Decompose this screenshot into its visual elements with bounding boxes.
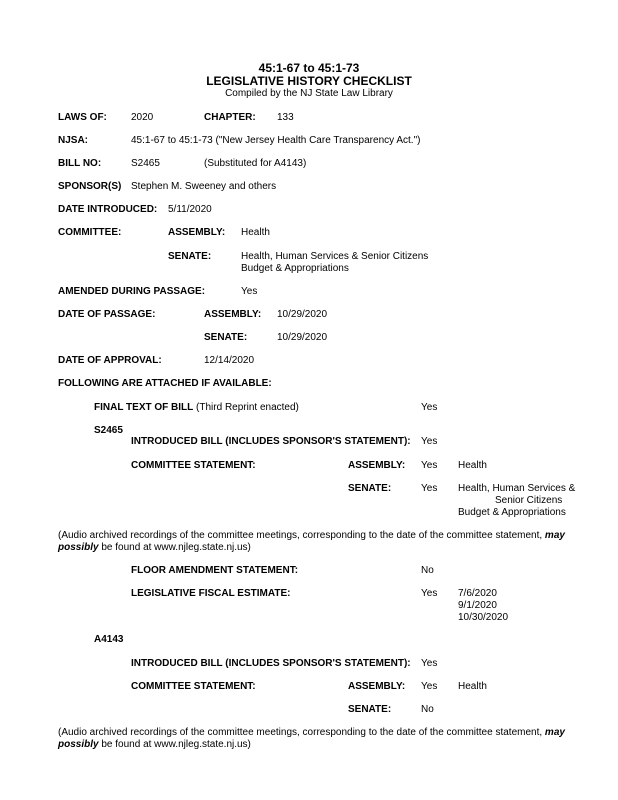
audio-note-emphasis: may possibly [58,727,565,750]
s2465-committee-statement-label: COMMITTEE STATEMENT: [131,460,256,471]
laws-of-label: LAWS OF: [58,112,107,123]
audio-note-a4143 [58,727,603,751]
sponsors-label: SPONSOR(S) [58,181,122,192]
a4143-assembly-committee: Health [458,681,487,692]
passage-assembly-label: ASSEMBLY: [204,309,262,320]
bill-no-note: (Substituted for A4143) [204,158,307,169]
audio-note-text-before: (Audio archived recordings of the committee meetings, corresponding to the date of the committee statement, [58,530,543,541]
a4143-assembly-value: Yes [421,681,438,692]
date-of-approval-label: DATE OF APPROVAL: [58,355,162,366]
a4143-introduced-label: INTRODUCED BILL (INCLUDES SPONSOR'S STATEMENT): [131,658,411,669]
njsa-label: NJSA: [58,135,89,146]
passage-assembly-value: 10/29/2020 [277,309,328,320]
committee-senate-value-2: Budget & Appropriations [241,263,349,274]
a4143-introduced-value: Yes [421,658,438,669]
s2465-fiscal-date-2: 9/1/2020 [458,600,497,611]
a4143-assembly-label: ASSEMBLY: [348,681,406,692]
s2465-senate-committee-3: Budget & Appropriations [458,507,566,518]
s2465-introduced-label: INTRODUCED BILL (INCLUDES SPONSOR'S STATEMENT): [131,436,411,447]
committee-senate-label: SENATE: [168,251,212,262]
s2465-assembly-committee: Health [458,460,487,471]
attached-heading: FOLLOWING ARE ATTACHED IF AVAILABLE: [58,378,272,389]
s2465-assembly-label: ASSEMBLY: [348,460,406,471]
audio-note-s2465 [58,530,603,554]
final-text-note: (Third Reprint enacted) [196,402,299,413]
document-title: 45:1-67 to 45:1-73 [258,61,360,75]
amended-value: Yes [241,286,258,297]
sponsors-value: Stephen M. Sweeney and others [131,181,277,192]
final-text-value: Yes [421,402,438,413]
chapter-value: 133 [277,112,294,123]
passage-senate-label: SENATE: [204,332,248,343]
s2465-fiscal-date-1: 7/6/2020 [458,588,497,599]
audio-note-text-before: (Audio archived recordings of the committee meetings, corresponding to the date of the committee statement, [58,727,543,738]
s2465-fiscal-estimate-label: LEGISLATIVE FISCAL ESTIMATE: [131,588,291,599]
date-introduced-label: DATE INTRODUCED: [58,204,158,215]
date-introduced-value: 5/11/2020 [168,204,212,215]
njsa-value: 45:1-67 to 45:1-73 ("New Jersey Health Care Transparency Act.") [131,135,421,146]
amended-label: AMENDED DURING PASSAGE: [58,286,206,297]
s2465-floor-amendment-value: No [421,565,434,576]
s2465-senate-committee-2: Senior Citizens [495,495,563,506]
committee-assembly-value: Health [241,227,270,238]
s2465-assembly-value: Yes [421,460,438,471]
a4143-bill-heading: A4143 [94,634,124,645]
final-text-label: FINAL TEXT OF BILL [94,402,194,413]
audio-note-text-after: be found at www.njleg.state.nj.us) [101,542,251,553]
final-text-row [94,402,299,414]
s2465-senate-committee-1: Health, Human Services & [458,483,576,494]
a4143-senate-value: No [421,704,434,715]
s2465-bill-heading: S2465 [94,425,123,436]
date-of-approval-value: 12/14/2020 [204,355,255,366]
committee-label: COMMITTEE: [58,227,122,238]
date-of-passage-label: DATE OF PASSAGE: [58,309,156,320]
s2465-fiscal-date-3: 10/30/2020 [458,612,509,623]
s2465-introduced-value: Yes [421,436,438,447]
chapter-label: CHAPTER: [204,112,256,123]
s2465-floor-amendment-label: FLOOR AMENDMENT STATEMENT: [131,565,299,576]
document-subtitle: LEGISLATIVE HISTORY CHECKLIST [206,74,412,88]
compiled-by: Compiled by the NJ State Law Library [225,88,393,99]
a4143-committee-statement-label: COMMITTEE STATEMENT: [131,681,256,692]
bill-no-value: S2465 [131,158,160,169]
s2465-senate-label: SENATE: [348,483,392,494]
bill-no-label: BILL NO: [58,158,102,169]
committee-senate-value-1: Health, Human Services & Senior Citizens [241,251,429,262]
audio-note-emphasis: may possibly [58,530,565,553]
audio-note-text-after: be found at www.njleg.state.nj.us) [101,739,251,750]
a4143-senate-label: SENATE: [348,704,392,715]
s2465-fiscal-estimate-value: Yes [421,588,438,599]
committee-assembly-label: ASSEMBLY: [168,227,226,238]
s2465-senate-value: Yes [421,483,438,494]
laws-of-value: 2020 [131,112,154,123]
passage-senate-value: 10/29/2020 [277,332,328,343]
